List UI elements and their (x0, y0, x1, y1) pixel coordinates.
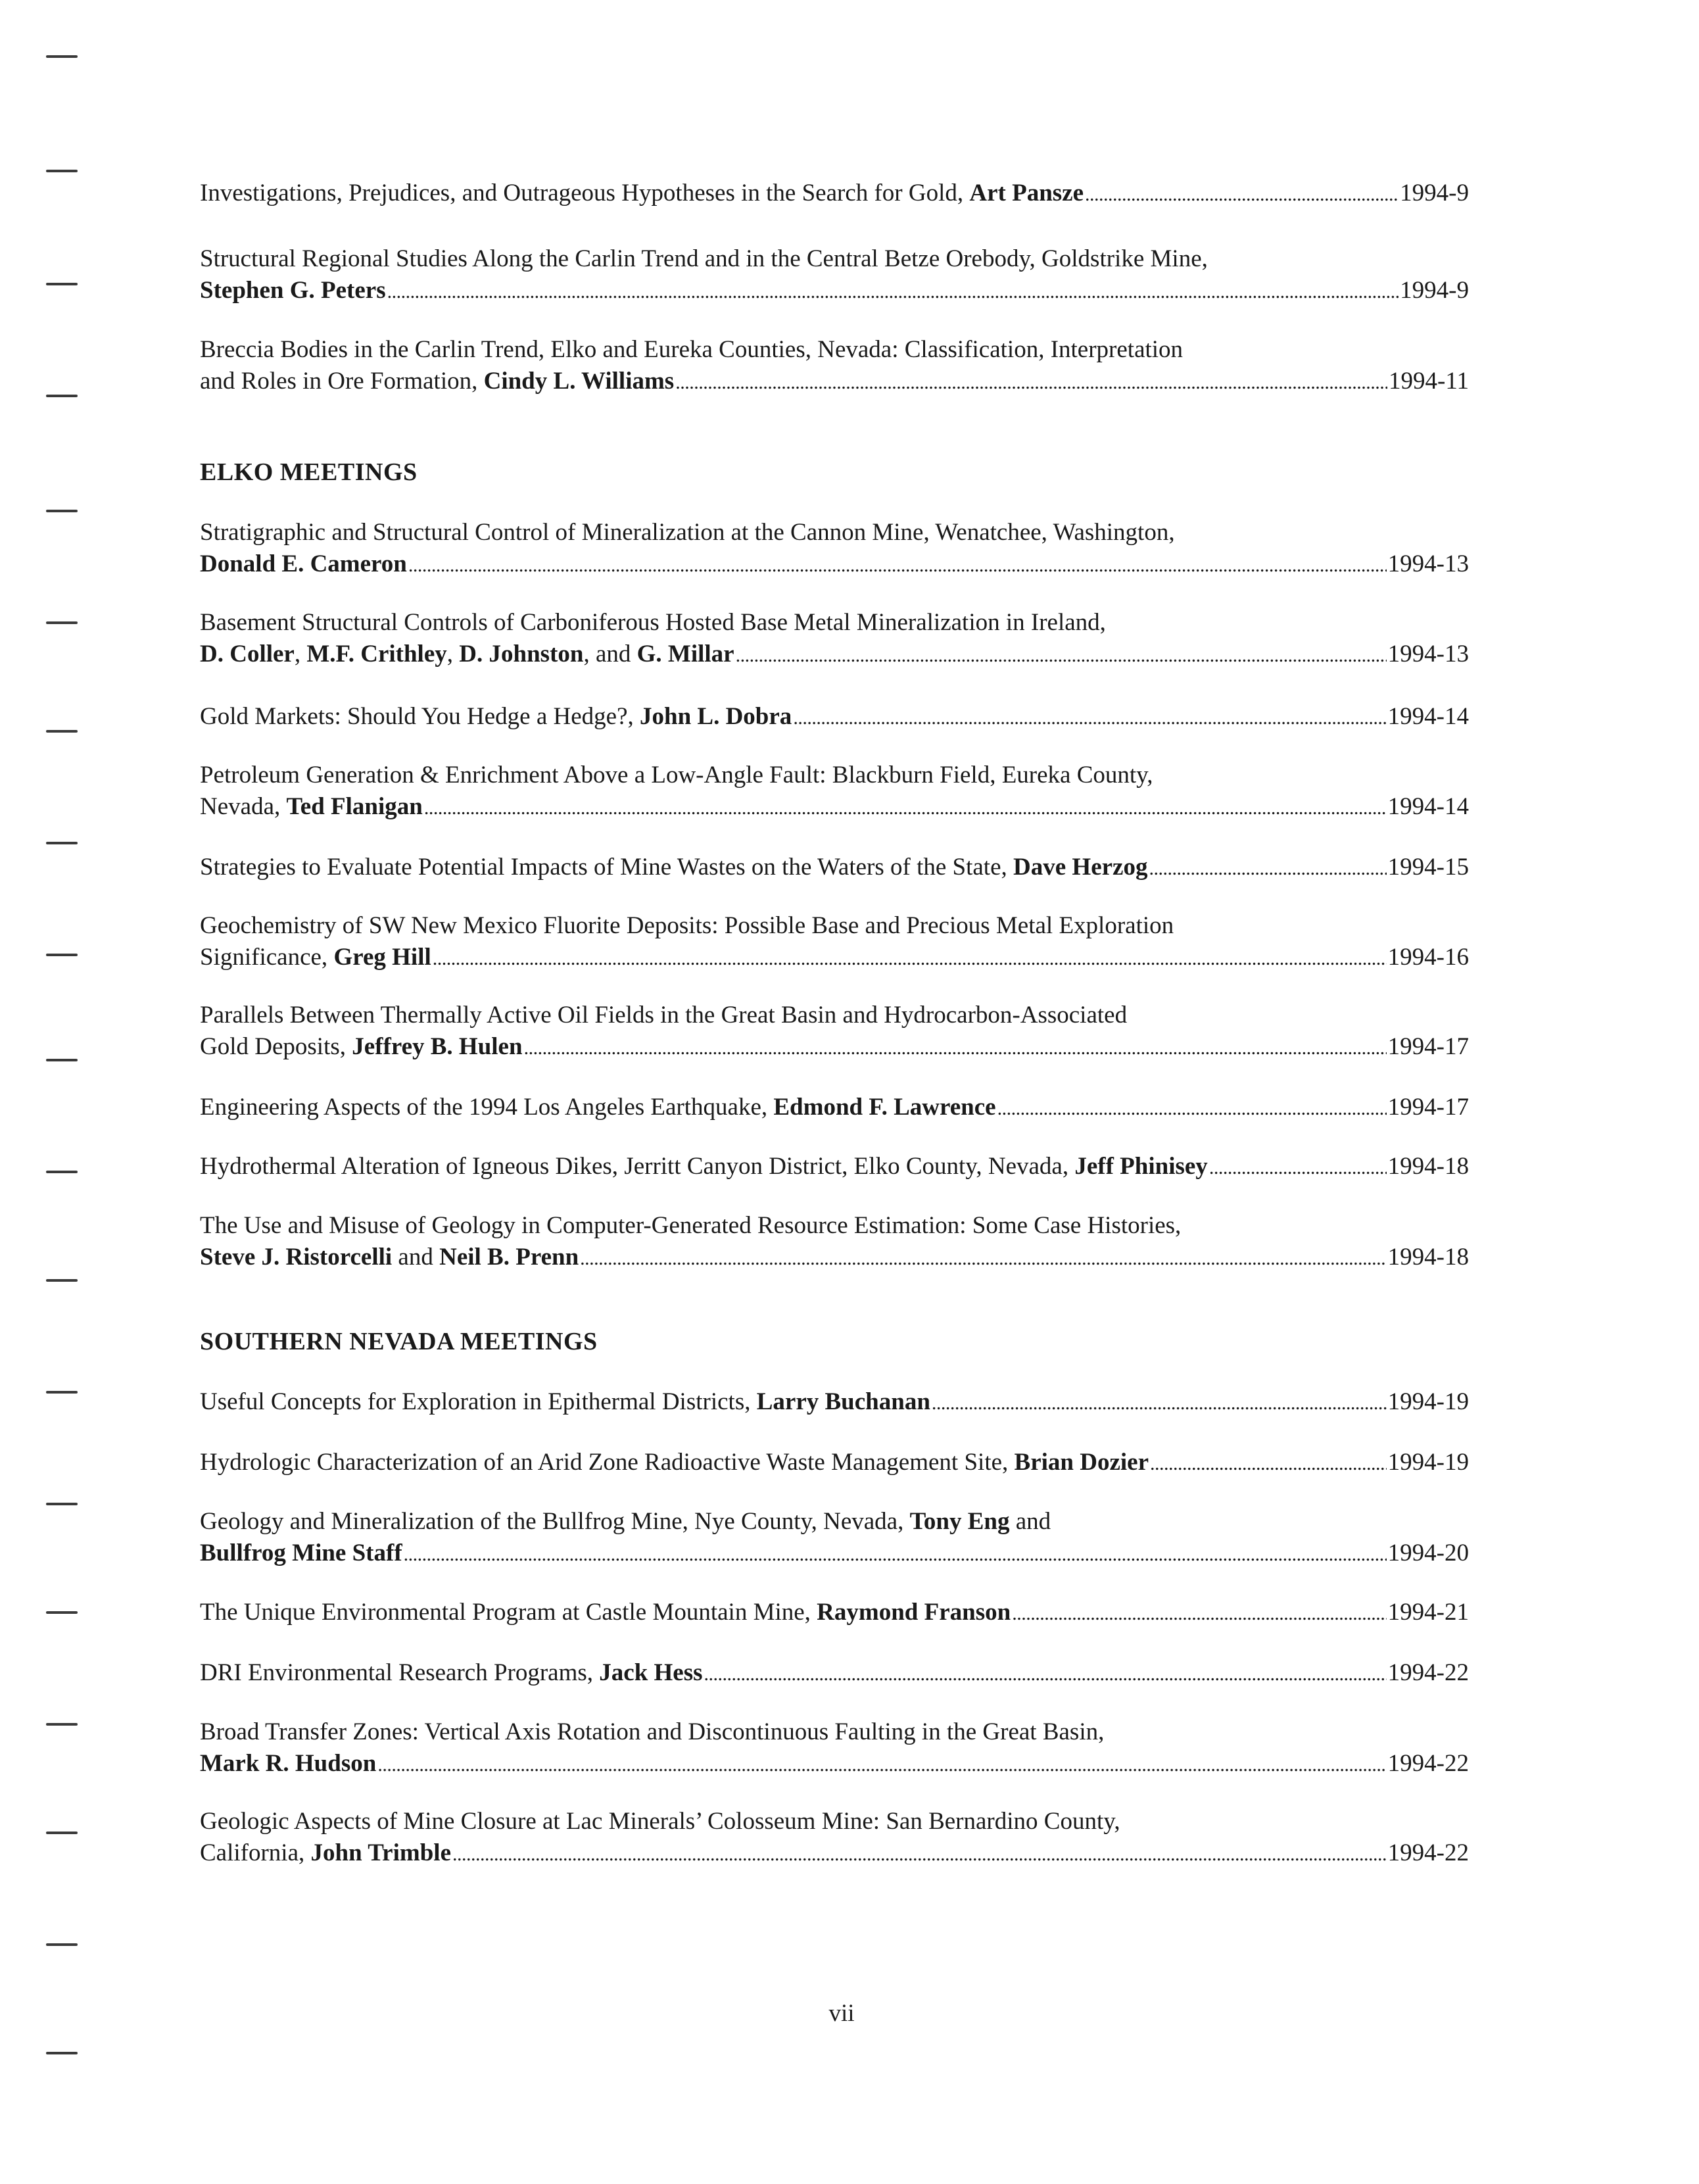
entry-page: 1994-19 (1387, 1388, 1469, 1415)
author-separator: and (392, 1244, 440, 1271)
toc-entry (200, 1151, 1469, 1184)
dot-leader (704, 1657, 1387, 1690)
entry-title: The Unique Environmental Program at Castle Mountain Mine, (200, 1599, 817, 1626)
dot-leader (997, 1092, 1387, 1125)
dot-leader (580, 1242, 1387, 1274)
toc-entry (200, 910, 1469, 975)
entry-author: John L. Dobra (640, 703, 792, 730)
entry-title: Breccia Bodies in the Carlin Trend, Elko and Eureka Counties, Nevada: Classification, Interpretation (200, 336, 1184, 363)
section-heading-southern-nevada: SOUTHERN NEVADA MEETINGS (200, 1328, 598, 1355)
binder-mark (46, 954, 78, 956)
entry-title: Petroleum Generation & Enrichment Above a Low-Angle Fault: Blackburn Field, Eureka County, (200, 762, 1153, 789)
entry-title: Engineering Aspects of the 1994 Los Angeles Earthquake, (200, 1094, 774, 1121)
binder-mark (46, 2052, 78, 2054)
entry-author: Stephen G. Peters (200, 277, 386, 304)
entry-author: Jeffrey B. Hulen (352, 1033, 523, 1060)
binder-mark (46, 1279, 78, 1282)
author-separator: , and (583, 641, 637, 667)
entry-page: 1994-17 (1387, 1033, 1469, 1060)
toc-entry (200, 1386, 1469, 1419)
entry-title: Strategies to Evaluate Potential Impacts of Mine Wastes on the Waters of the State, (200, 854, 1014, 881)
author-separator: , (446, 641, 460, 667)
dot-leader (452, 1837, 1387, 1870)
dot-leader (736, 639, 1387, 671)
entry-page: 1994-13 (1387, 641, 1469, 667)
entry-page: 1994-22 (1387, 1839, 1469, 1866)
entry-author: Jack Hess (599, 1659, 703, 1686)
entry-author: Steve J. Ristorcelli (200, 1244, 393, 1271)
entry-page: 1994-9 (1400, 180, 1469, 206)
author-separator: , (294, 641, 307, 667)
entry-page: 1994-18 (1387, 1244, 1469, 1271)
entry-page: 1994-11 (1389, 368, 1469, 395)
entry-page: 1994-20 (1387, 1540, 1469, 1566)
entry-author: Donald E. Cameron (200, 550, 407, 577)
entry-title: DRI Environmental Research Programs, (200, 1659, 600, 1686)
entry-title: Basement Structural Controls of Carboniferous Hosted Base Metal Mineralization in Ireland, (200, 609, 1106, 636)
entry-title-cont: Gold Deposits, (200, 1033, 352, 1060)
toc-entry (200, 1092, 1469, 1125)
binder-mark (46, 510, 78, 512)
dot-leader (424, 791, 1387, 824)
dot-leader (1209, 1151, 1387, 1184)
binder-mark (46, 1391, 78, 1394)
toc-entry (200, 243, 1469, 308)
toc-entry (200, 760, 1469, 824)
entry-author: G. Millar (636, 641, 734, 667)
dot-leader (1150, 1447, 1387, 1480)
binder-mark (46, 1943, 78, 1946)
entry-author: Larry Buchanan (756, 1388, 930, 1415)
dot-leader (377, 1748, 1386, 1781)
entry-author: M.F. Crithley (306, 641, 447, 667)
entry-title: Geologic Aspects of Mine Closure at Lac Minerals’ Colosseum Mine: San Bernardino County, (200, 1808, 1120, 1835)
entry-title: Hydrothermal Alteration of Igneous Dikes, Jerritt Canyon District, Elko County, Nevada, (200, 1153, 1075, 1180)
binder-mark (46, 1611, 78, 1614)
binder-mark (46, 842, 78, 844)
entry-title: Hydrologic Characterization of an Arid Zone Radioactive Waste Management Site, (200, 1449, 1015, 1476)
entry-author: John Trimble (310, 1839, 451, 1866)
entry-title: Investigations, Prejudices, and Outrageous Hypotheses in the Search for Gold, (200, 180, 970, 206)
toc-entry (200, 1447, 1469, 1480)
entry-author: Mark R. Hudson (200, 1750, 377, 1777)
entry-title-cont: California, (200, 1839, 311, 1866)
entry-page: 1994-14 (1387, 793, 1469, 820)
toc-entry (200, 1210, 1469, 1274)
dot-leader (793, 701, 1386, 734)
binder-mark (46, 1503, 78, 1505)
entry-author: Raymond Franson (817, 1599, 1011, 1626)
dot-leader (524, 1031, 1387, 1064)
toc-entry (200, 178, 1469, 210)
dot-leader (1085, 178, 1399, 210)
entry-title: Structural Regional Studies Along the Carlin Trend and in the Central Betze Orebody, Goldstrike Mine, (200, 245, 1208, 272)
entry-page: 1994-13 (1387, 550, 1469, 577)
entry-author: D. Coller (200, 641, 295, 667)
toc-entry (200, 517, 1469, 581)
dot-leader (675, 366, 1387, 399)
binder-mark (46, 170, 78, 172)
entry-author: Bullfrog Mine Staff (200, 1540, 402, 1566)
binder-mark (46, 395, 78, 397)
entry-author: Cindy L. Williams (483, 368, 675, 395)
entry-author: D. Johnston (459, 641, 584, 667)
entry-title: Geology and Mineralization of the Bullfrog Mine, Nye County, Nevada, (200, 1508, 910, 1535)
entry-title: Useful Concepts for Exploration in Epithermal Districts, (200, 1388, 757, 1415)
section-heading-elko: ELKO MEETINGS (200, 458, 418, 486)
entry-title: Parallels Between Thermally Active Oil Fields in the Great Basin and Hydrocarbon-Associated (200, 1002, 1128, 1029)
entry-author: Neil B. Prenn (439, 1244, 579, 1271)
entry-page: 1994-15 (1387, 854, 1469, 881)
entry-title: The Use and Misuse of Geology in Computer-Generated Resource Estimation: Some Case Histories, (200, 1212, 1182, 1239)
toc-entry (200, 1506, 1469, 1570)
page-number: vii (828, 2000, 855, 2027)
toc-entry (200, 607, 1469, 671)
entry-page: 1994-16 (1387, 944, 1469, 971)
entry-author: Greg Hill (333, 944, 431, 971)
toc-entry (200, 1597, 1469, 1630)
entry-page: 1994-22 (1387, 1750, 1469, 1777)
dot-leader (1149, 852, 1386, 885)
entry-title: Broad Transfer Zones: Vertical Axis Rotation and Discontinuous Faulting in the Great Basin, (200, 1718, 1105, 1745)
entry-author: Edmond F. Lawrence (773, 1094, 996, 1121)
binder-mark (46, 1723, 78, 1726)
entry-page: 1994-19 (1387, 1449, 1469, 1476)
entry-title-cont: and Roles in Ore Formation, (200, 368, 484, 395)
entry-title-tail: and (1009, 1508, 1051, 1535)
binder-mark (46, 1171, 78, 1173)
entry-title: Gold Markets: Should You Hedge a Hedge?, (200, 703, 640, 730)
binder-mark (46, 1832, 78, 1834)
entry-page: 1994-18 (1387, 1153, 1469, 1180)
entry-title-cont: Significance, (200, 944, 334, 971)
entry-author: Jeff Phinisey (1074, 1153, 1208, 1180)
binder-mark (46, 730, 78, 733)
dot-leader (932, 1386, 1387, 1419)
entry-author: Art Pansze (969, 180, 1084, 206)
toc-entry (200, 1716, 1469, 1781)
binder-mark (46, 1059, 78, 1061)
entry-page: 1994-17 (1387, 1094, 1469, 1121)
toc-entry (200, 1806, 1469, 1870)
dot-leader (433, 942, 1387, 975)
entry-author: Dave Herzog (1013, 854, 1148, 881)
entry-author: Ted Flanigan (286, 793, 423, 820)
binder-hole-marks (39, 0, 92, 2184)
toc-entry (200, 1657, 1469, 1690)
dot-leader (404, 1538, 1387, 1570)
entry-author: Brian Dozier (1014, 1449, 1149, 1476)
dot-leader (387, 275, 1399, 308)
entry-page: 1994-14 (1387, 703, 1469, 730)
entry-title: Stratigraphic and Structural Control of Mineralization at the Cannon Mine, Wenatchee, Washington, (200, 519, 1175, 546)
dot-leader (1012, 1597, 1386, 1630)
toc-entry (200, 852, 1469, 885)
entry-title-cont: Nevada, (200, 793, 287, 820)
entry-title: Geochemistry of SW New Mexico Fluorite Deposits: Possible Base and Precious Metal Exploration (200, 912, 1174, 939)
entry-page: 1994-9 (1400, 277, 1469, 304)
toc-entry (200, 334, 1469, 399)
entry-page: 1994-21 (1387, 1599, 1469, 1626)
entry-page: 1994-22 (1387, 1659, 1469, 1686)
entry-author: Tony Eng (909, 1508, 1010, 1535)
dot-leader (408, 548, 1387, 581)
toc-entry (200, 701, 1469, 734)
binder-mark (46, 55, 78, 58)
binder-mark (46, 283, 78, 285)
binder-mark (46, 621, 78, 624)
toc-entry (200, 1000, 1469, 1064)
